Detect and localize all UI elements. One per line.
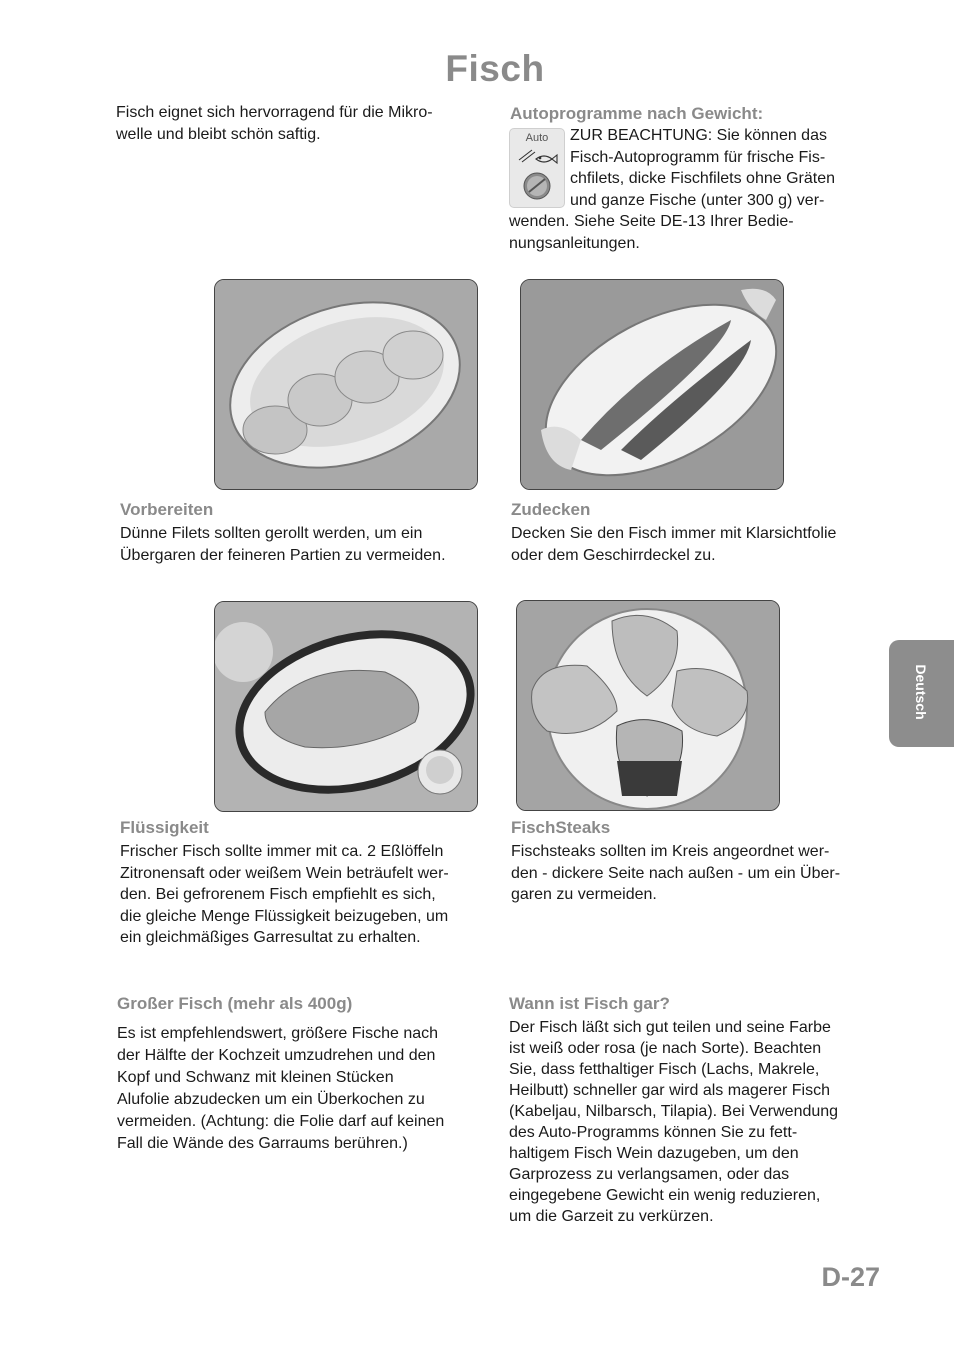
fluessigkeit-heading: Flüssigkeit — [120, 818, 209, 837]
auto-line: und ganze Fische (unter 300 g) ver- — [570, 191, 825, 209]
text-line: Sie, dass fetthaltiger Fisch (Lachs, Makrele, — [509, 1061, 820, 1078]
zudecken-text — [511, 523, 881, 566]
grosser-fisch-heading: Großer Fisch (mehr als 400g) — [117, 994, 353, 1013]
auto-icon-label: Auto — [525, 132, 549, 144]
fluessigkeit-text — [120, 841, 490, 949]
dial-icon — [524, 173, 550, 199]
vorbereiten-heading: Vorbereiten — [120, 500, 214, 519]
auto-line: Fisch-Autoprogramm für frische Fis- — [570, 148, 826, 166]
photo-fish-steaks — [516, 600, 780, 811]
text-line: Fischsteaks sollten im Kreis angeordnet wer- — [511, 843, 830, 860]
photo-covering-fish — [520, 279, 784, 490]
grosser-fisch-text — [117, 1023, 497, 1155]
text-line: eingegebene Gewicht ein wenig reduzieren, — [509, 1187, 821, 1204]
text-line: den. Bei gefrorenem Fisch empfiehlt es sich, — [120, 886, 436, 903]
text-line: Frischer Fisch sollte immer mit ca. 2 Eßlöffeln — [120, 843, 444, 860]
intro-text — [116, 102, 486, 145]
text-line: ist weiß oder rosa (je nach Sorte). Beachten — [509, 1040, 822, 1057]
text-line: garen zu vermeiden. — [511, 886, 657, 903]
text-line: Dünne Filets sollten gerollt werden, um ein — [120, 525, 423, 542]
text-line: Zitronensaft oder weißem Wein beträufelt wer- — [120, 864, 449, 882]
text-line: Es ist empfehlendswert, größere Fische nach — [117, 1025, 439, 1042]
text-line: Decken Sie den Fisch immer mit Klarsichtfolie — [511, 525, 837, 542]
auto-text-bottom — [509, 211, 879, 254]
auto-line: wenden. Siehe Seite DE-13 Ihrer Bedie- — [509, 213, 794, 230]
auto-line: chfilets, dicke Fischfilets ohne Gräten — [570, 170, 836, 187]
auto-line: ZUR BEACHTUNG: Sie können das — [570, 127, 827, 144]
language-tab — [889, 640, 954, 747]
text-line: Heilbutt) schneller gar wird als magerer Fisch — [509, 1082, 830, 1099]
text-line: des Auto-Programms können Sie zu fett- — [509, 1124, 798, 1141]
fischsteaks-text — [511, 841, 881, 906]
photo-fish-with-liquid — [214, 601, 478, 812]
text-line: ein gleichmäßiges Garresultat zu erhalten. — [120, 929, 421, 946]
text-line: vermeiden. (Achtung: die Folie darf auf keinen — [117, 1113, 445, 1130]
text-line: der Hälfte der Kochzeit umzudrehen und den — [117, 1047, 436, 1064]
page-title: Fisch — [445, 48, 545, 89]
text-line: (Kabeljau, Nilbarsch, Tilapia). Bei Verwendung — [509, 1103, 839, 1120]
fish-icon — [519, 150, 557, 163]
auto-heading: Autoprogramme nach Gewicht: — [510, 104, 764, 123]
text-line: um die Garzeit zu verkürzen. — [509, 1208, 714, 1225]
zudecken-heading: Zudecken — [511, 500, 591, 519]
text-line: Der Fisch läßt sich gut teilen und seine Farbe — [509, 1019, 831, 1036]
intro-line: welle und bleibt schön saftig. — [116, 125, 321, 143]
auto-text-top — [570, 125, 870, 211]
photo-rolled-fillets — [214, 279, 478, 490]
text-line: oder dem Geschirrdeckel zu. — [511, 546, 716, 564]
text-line: Fall die Wände des Garraums berühren.) — [117, 1135, 408, 1152]
text-line: Kopf und Schwanz mit kleinen Stücken — [117, 1069, 394, 1086]
text-line: Übergaren der feineren Partien zu vermeiden. — [120, 546, 446, 564]
intro-line: Fisch eignet sich hervorragend für die Mikro- — [116, 104, 433, 121]
text-line: Alufolie abzudecken um ein Überkochen zu — [117, 1091, 425, 1108]
page-number: D-27 — [821, 1262, 880, 1292]
wann-gar-text — [509, 1017, 889, 1227]
text-line: die gleiche Menge Flüssigkeit beizugeben, um — [120, 907, 449, 925]
fischsteaks-heading: FischSteaks — [511, 818, 611, 837]
auto-program-icon — [509, 128, 565, 208]
auto-line: nungsanleitungen. — [509, 234, 640, 252]
text-line: den - dickere Seite nach außen - um ein Über- — [511, 864, 841, 882]
vorbereiten-text — [120, 523, 490, 566]
language-tab-label: Deutsch — [913, 664, 929, 720]
text-line: Garprozess zu verlangsamen, oder das — [509, 1166, 790, 1183]
wann-gar-heading: Wann ist Fisch gar? — [509, 994, 670, 1013]
text-line: haltigem Fisch Wein dazugeben, um den — [509, 1145, 799, 1162]
